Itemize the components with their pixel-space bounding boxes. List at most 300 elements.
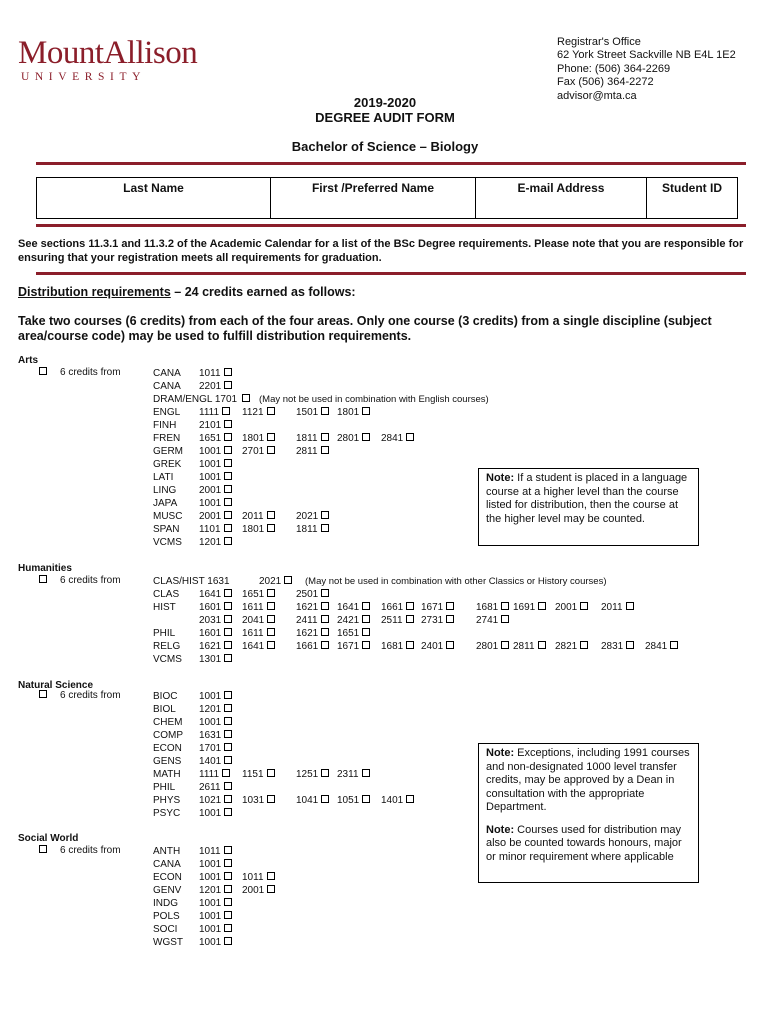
- course-code: PHIL: [153, 628, 176, 639]
- checkbox[interactable]: [224, 654, 232, 662]
- course-option[interactable]: [555, 640, 588, 653]
- checkbox[interactable]: [362, 602, 370, 610]
- course-option[interactable]: [199, 588, 232, 601]
- checkbox[interactable]: [267, 524, 275, 532]
- checkbox[interactable]: [406, 433, 414, 441]
- checkbox[interactable]: [501, 602, 509, 610]
- course-number: 1251: [296, 769, 319, 780]
- course-number: 2001: [242, 885, 265, 896]
- course-option[interactable]: [199, 614, 232, 627]
- checkbox[interactable]: [224, 641, 232, 649]
- checkbox[interactable]: [224, 628, 232, 636]
- course-row: [153, 419, 753, 432]
- course-option[interactable]: [601, 640, 634, 653]
- course-option[interactable]: [199, 653, 232, 666]
- course-number: 2021: [296, 511, 319, 522]
- checkbox[interactable]: [406, 602, 414, 610]
- checkbox[interactable]: [284, 576, 292, 584]
- course-option[interactable]: [199, 640, 232, 653]
- course-number: 1401: [381, 795, 404, 806]
- divider: [36, 224, 746, 227]
- course-code: PHIL: [153, 782, 176, 793]
- checkbox[interactable]: [224, 446, 232, 454]
- course-option[interactable]: [199, 936, 232, 949]
- course-code: RELG: [153, 641, 181, 652]
- course-number: 2821: [555, 641, 578, 652]
- email-field[interactable]: [475, 178, 646, 218]
- last-name-field[interactable]: [37, 178, 270, 218]
- checkbox[interactable]: [321, 446, 329, 454]
- course-option[interactable]: [645, 640, 678, 653]
- checkbox[interactable]: [224, 730, 232, 738]
- checkbox[interactable]: [626, 641, 634, 649]
- course-number: 1201: [199, 704, 222, 715]
- course-number: 2311: [337, 769, 359, 780]
- course-code: PSYC: [153, 808, 181, 819]
- course-option[interactable]: [199, 716, 232, 729]
- checkbox[interactable]: [224, 795, 232, 803]
- checkbox[interactable]: [321, 407, 329, 415]
- checkbox[interactable]: [39, 845, 47, 853]
- course-option[interactable]: [337, 768, 370, 781]
- course-number: 2801: [476, 641, 499, 652]
- checkbox[interactable]: [224, 885, 232, 893]
- course-option[interactable]: [199, 601, 232, 614]
- course-option[interactable]: [337, 432, 370, 445]
- checkbox[interactable]: [224, 602, 232, 610]
- course-option[interactable]: [199, 794, 232, 807]
- distribution-heading: [18, 285, 356, 299]
- checkbox[interactable]: [224, 859, 232, 867]
- course-option[interactable]: [199, 432, 232, 445]
- course-option[interactable]: [296, 640, 329, 653]
- course-option[interactable]: [381, 601, 414, 614]
- checkbox[interactable]: [39, 690, 47, 698]
- course-option[interactable]: [513, 601, 546, 614]
- course-code: WGST: [153, 937, 183, 948]
- checkbox[interactable]: [321, 615, 329, 623]
- course-number: 1651: [242, 589, 265, 600]
- course-option[interactable]: [259, 575, 292, 588]
- course-option[interactable]: [242, 445, 275, 458]
- checkbox[interactable]: [224, 756, 232, 764]
- checkbox[interactable]: [222, 769, 230, 777]
- checkbox[interactable]: [267, 872, 275, 880]
- course-number: 2841: [381, 433, 404, 444]
- registrar-contact: [557, 36, 736, 103]
- course-option[interactable]: [421, 614, 454, 627]
- checkbox[interactable]: [267, 602, 275, 610]
- checkbox[interactable]: [321, 628, 329, 636]
- course-number: 2201: [199, 381, 222, 392]
- distribution-instruction: Take two courses (6 credits) from each of the four areas. Only one course (3 credits) from a single discipline (subject area/course code) may be used to fulfill distribution requirements.: [18, 314, 712, 343]
- checkbox[interactable]: [580, 602, 588, 610]
- course-number: 1121: [242, 407, 264, 418]
- course-option[interactable]: [337, 601, 370, 614]
- course-number: 1011: [199, 846, 221, 857]
- distribution-heading-underlined: Distribution requirements: [18, 285, 171, 299]
- course-number: 1151: [242, 769, 264, 780]
- checkbox[interactable]: [39, 575, 47, 583]
- checkbox[interactable]: [224, 743, 232, 751]
- checkbox[interactable]: [267, 615, 275, 623]
- course-option[interactable]: [199, 419, 232, 432]
- checkbox[interactable]: [224, 589, 232, 597]
- checkbox[interactable]: [224, 368, 232, 376]
- course-option[interactable]: [199, 627, 232, 640]
- checkbox[interactable]: [224, 524, 232, 532]
- course-option[interactable]: [421, 640, 454, 653]
- course-code: CANA: [153, 381, 181, 392]
- course-row: [153, 923, 753, 936]
- checkbox[interactable]: [321, 641, 329, 649]
- course-code: VCMS: [153, 537, 182, 548]
- course-code: GENS: [153, 756, 182, 767]
- course-row: [153, 690, 753, 703]
- course-number: 2001: [199, 485, 222, 496]
- course-option[interactable]: [242, 884, 275, 897]
- course-option[interactable]: [242, 432, 275, 445]
- checkbox[interactable]: [321, 524, 329, 532]
- course-option[interactable]: [337, 794, 370, 807]
- note-label: Note:: [486, 823, 515, 836]
- course-option[interactable]: [199, 768, 230, 781]
- student-id-field[interactable]: [646, 178, 737, 218]
- course-number: 1001: [199, 937, 222, 948]
- course-option[interactable]: [199, 845, 232, 858]
- course-code: SPAN: [153, 524, 180, 535]
- checkbox[interactable]: [267, 407, 275, 415]
- course-row: [153, 614, 753, 627]
- checkbox[interactable]: [224, 485, 232, 493]
- note-text: If a student is placed in a language course at a higher level than the course listed for distribution, then the course at the higher level may be counted.: [486, 472, 688, 525]
- course-option[interactable]: [513, 640, 546, 653]
- course-number: 1001: [199, 898, 222, 909]
- course-option[interactable]: [421, 601, 454, 614]
- course-row: [153, 380, 753, 393]
- checkbox[interactable]: [321, 602, 329, 610]
- course-option[interactable]: [199, 484, 232, 497]
- course-option[interactable]: [242, 627, 275, 640]
- course-number: 2841: [645, 641, 668, 652]
- course-code: GENV: [153, 885, 182, 896]
- checkbox[interactable]: [224, 782, 232, 790]
- course-row: [153, 627, 753, 640]
- checkbox[interactable]: [446, 602, 454, 610]
- course-option[interactable]: [199, 510, 232, 523]
- checkbox[interactable]: [406, 615, 414, 623]
- checkbox[interactable]: [267, 511, 275, 519]
- course-option[interactable]: [476, 614, 509, 627]
- course-option[interactable]: [239, 393, 250, 406]
- course-option[interactable]: [242, 640, 275, 653]
- checkbox[interactable]: [39, 367, 47, 375]
- area-heading: Arts: [18, 355, 39, 366]
- area-heading: Natural Science: [18, 680, 94, 691]
- checkbox[interactable]: [267, 885, 275, 893]
- checkbox[interactable]: [670, 641, 678, 649]
- course-number: 1671: [421, 602, 444, 613]
- first-name-field[interactable]: [270, 178, 475, 218]
- course-row: [153, 601, 753, 614]
- checkbox[interactable]: [362, 407, 370, 415]
- course-option[interactable]: [296, 406, 329, 419]
- course-option[interactable]: [296, 432, 329, 445]
- checkbox[interactable]: [406, 641, 414, 649]
- course-option[interactable]: [199, 897, 232, 910]
- logo-subtitle: UNIVERSITY: [21, 71, 146, 83]
- course-option[interactable]: [296, 510, 329, 523]
- course-code: ECON: [153, 872, 182, 883]
- office-phone: Phone: (506) 364-2269: [557, 62, 671, 75]
- checkbox[interactable]: [267, 446, 275, 454]
- course-option[interactable]: [199, 523, 232, 536]
- course-number: 2031: [199, 615, 222, 626]
- checkbox[interactable]: [224, 420, 232, 428]
- course-number: 1701: [199, 743, 222, 754]
- checkbox[interactable]: [224, 511, 232, 519]
- checkbox[interactable]: [224, 704, 232, 712]
- checkbox[interactable]: [224, 459, 232, 467]
- course-option[interactable]: [199, 471, 232, 484]
- course-number: 1641: [242, 641, 265, 652]
- checkbox[interactable]: [224, 691, 232, 699]
- checkbox[interactable]: [362, 769, 370, 777]
- course-option[interactable]: [296, 614, 329, 627]
- course-row: [153, 640, 753, 653]
- course-number: 1011: [199, 368, 221, 379]
- course-option[interactable]: [199, 781, 232, 794]
- course-row: [153, 910, 753, 923]
- checkbox[interactable]: [224, 872, 232, 880]
- course-number: 1051: [337, 795, 360, 806]
- course-option[interactable]: [199, 690, 232, 703]
- course-option[interactable]: [601, 601, 634, 614]
- course-code: CANA: [153, 859, 181, 870]
- course-number: 2011: [601, 602, 623, 613]
- course-code: CLAS/HIST 1631: [153, 576, 230, 587]
- checkbox[interactable]: [267, 433, 275, 441]
- checkbox[interactable]: [224, 381, 232, 389]
- checkbox[interactable]: [446, 641, 454, 649]
- checkbox[interactable]: [362, 795, 370, 803]
- course-number: 1611: [242, 602, 264, 613]
- checkbox[interactable]: [222, 407, 230, 415]
- course-code: POLS: [153, 911, 180, 922]
- checkbox[interactable]: [224, 615, 232, 623]
- course-row: [153, 393, 753, 406]
- checkbox[interactable]: [362, 628, 370, 636]
- area-requirement: [39, 845, 121, 856]
- course-code: INDG: [153, 898, 178, 909]
- checkbox[interactable]: [321, 589, 329, 597]
- course-option[interactable]: [337, 640, 370, 653]
- course-option[interactable]: [199, 884, 232, 897]
- course-option[interactable]: [242, 601, 275, 614]
- checkbox[interactable]: [406, 795, 414, 803]
- checkbox[interactable]: [224, 846, 232, 854]
- course-option[interactable]: [337, 614, 370, 627]
- checkbox[interactable]: [538, 602, 546, 610]
- course-option[interactable]: [296, 588, 329, 601]
- course-number: 1661: [296, 641, 319, 652]
- course-code: CLAS: [153, 589, 180, 600]
- checkbox[interactable]: [267, 628, 275, 636]
- email-label: E-mail Address: [517, 181, 605, 195]
- checkbox[interactable]: [321, 795, 329, 803]
- course-number: 1001: [199, 691, 222, 702]
- checkbox[interactable]: [224, 498, 232, 506]
- course-number: 1001: [199, 808, 222, 819]
- academic-year: 2019-2020: [353, 95, 417, 110]
- course-option[interactable]: [242, 794, 275, 807]
- course-option[interactable]: [381, 432, 414, 445]
- checkbox[interactable]: [224, 924, 232, 932]
- course-number: 1811: [296, 524, 318, 535]
- checkbox[interactable]: [224, 898, 232, 906]
- course-row: [153, 716, 753, 729]
- course-option[interactable]: [381, 614, 414, 627]
- course-number: 1001: [199, 911, 222, 922]
- course-number: 1111: [199, 407, 220, 418]
- course-row: [153, 432, 753, 445]
- course-option[interactable]: [199, 536, 232, 549]
- course-option[interactable]: [242, 588, 275, 601]
- course-option[interactable]: [296, 794, 329, 807]
- last-name-label: Last Name: [123, 181, 184, 195]
- course-option[interactable]: [199, 910, 232, 923]
- course-option[interactable]: [381, 640, 414, 653]
- course-option[interactable]: [242, 510, 275, 523]
- course-option[interactable]: [381, 794, 414, 807]
- checkbox[interactable]: [362, 641, 370, 649]
- course-option[interactable]: [242, 406, 275, 419]
- course-number: 1651: [199, 433, 222, 444]
- course-number: 2501: [296, 589, 319, 600]
- course-option[interactable]: [199, 923, 232, 936]
- checkbox[interactable]: [224, 537, 232, 545]
- course-option[interactable]: [199, 445, 232, 458]
- course-number: 2831: [601, 641, 624, 652]
- course-option[interactable]: [199, 729, 232, 742]
- checkbox[interactable]: [538, 641, 546, 649]
- course-option[interactable]: [555, 601, 588, 614]
- course-option[interactable]: [296, 523, 329, 536]
- course-number: 1001: [199, 472, 222, 483]
- area-heading: Humanities: [18, 563, 72, 574]
- course-number: 1621: [296, 602, 319, 613]
- divider: [36, 272, 746, 275]
- checkbox[interactable]: [224, 808, 232, 816]
- course-option[interactable]: [296, 601, 329, 614]
- course-option[interactable]: [199, 703, 232, 716]
- course-number: 1031: [242, 795, 265, 806]
- course-code: VCMS: [153, 654, 182, 665]
- area-requirement: [39, 690, 121, 701]
- checkbox[interactable]: [267, 769, 275, 777]
- checkbox[interactable]: [321, 511, 329, 519]
- checkbox[interactable]: [580, 641, 588, 649]
- checkbox[interactable]: [321, 433, 329, 441]
- course-number: 2811: [513, 641, 535, 652]
- course-row: [153, 729, 753, 742]
- checkbox[interactable]: [267, 641, 275, 649]
- course-code: GREK: [153, 459, 182, 470]
- checkbox[interactable]: [224, 717, 232, 725]
- area-requirement-text: 6 credits from: [60, 690, 121, 701]
- office-address: 62 York Street Sackville NB E4L 1E2: [557, 49, 736, 62]
- course-option[interactable]: [199, 406, 230, 419]
- area-requirement-text: 6 credits from: [60, 845, 121, 856]
- course-option[interactable]: [199, 871, 232, 884]
- course-option[interactable]: [476, 601, 509, 614]
- course-option[interactable]: [337, 406, 370, 419]
- checkbox[interactable]: [224, 911, 232, 919]
- checkbox[interactable]: [501, 641, 509, 649]
- course-option[interactable]: [296, 768, 329, 781]
- course-option[interactable]: [242, 871, 275, 884]
- course-number: 2001: [199, 511, 222, 522]
- course-option[interactable]: [242, 768, 275, 781]
- course-option[interactable]: [199, 367, 232, 380]
- course-option[interactable]: [199, 807, 232, 820]
- course-option[interactable]: [199, 858, 232, 871]
- course-option[interactable]: [476, 640, 509, 653]
- checkbox[interactable]: [446, 615, 454, 623]
- checkbox[interactable]: [224, 433, 232, 441]
- course-code: DRAM/ENGL 1701: [153, 394, 238, 405]
- course-row: [153, 897, 753, 910]
- course-code: ECON: [153, 743, 182, 754]
- area-requirement-text: 6 credits from: [60, 575, 121, 586]
- checkbox[interactable]: [362, 615, 370, 623]
- course-option[interactable]: [296, 627, 329, 640]
- checkbox[interactable]: [626, 602, 634, 610]
- course-option[interactable]: [199, 755, 232, 768]
- checkbox[interactable]: [267, 589, 275, 597]
- course-number: 1661: [381, 602, 404, 613]
- note-text: Courses used for distribution may also be counted towards honours, major or minor requirement where applicable: [486, 823, 682, 863]
- course-option[interactable]: [296, 445, 329, 458]
- checkbox[interactable]: [362, 433, 370, 441]
- course-option[interactable]: [199, 742, 232, 755]
- checkbox[interactable]: [224, 937, 232, 945]
- checkbox[interactable]: [224, 472, 232, 480]
- course-row: [153, 406, 753, 419]
- office-name: Registrar's Office: [557, 36, 641, 48]
- form-title: DEGREE AUDIT FORM: [315, 110, 455, 125]
- course-option[interactable]: [337, 627, 370, 640]
- course-number: 2421: [337, 615, 360, 626]
- checkbox[interactable]: [242, 394, 250, 402]
- course-code: FREN: [153, 433, 181, 444]
- course-option[interactable]: [199, 497, 232, 510]
- course-restriction-note: (May not be used in combination with English courses): [259, 394, 489, 405]
- checkbox[interactable]: [501, 615, 509, 623]
- intro-note: See sections 11.3.1 and 11.3.2 of the Academic Calendar for a list of the BSc Degree requirements. Please note that you are responsible for ensuring that your registration meets all requirements for graduation.: [18, 238, 744, 264]
- course-code: SOCI: [153, 924, 178, 935]
- course-option[interactable]: [199, 380, 232, 393]
- checkbox[interactable]: [267, 795, 275, 803]
- course-option[interactable]: [242, 523, 275, 536]
- course-option[interactable]: [199, 458, 232, 471]
- checkbox[interactable]: [321, 769, 329, 777]
- course-code: MUSC: [153, 511, 183, 522]
- course-number: 2001: [555, 602, 578, 613]
- course-number: 1101: [199, 524, 221, 535]
- first-name-label: First /Preferred Name: [311, 181, 435, 195]
- course-option[interactable]: [242, 614, 275, 627]
